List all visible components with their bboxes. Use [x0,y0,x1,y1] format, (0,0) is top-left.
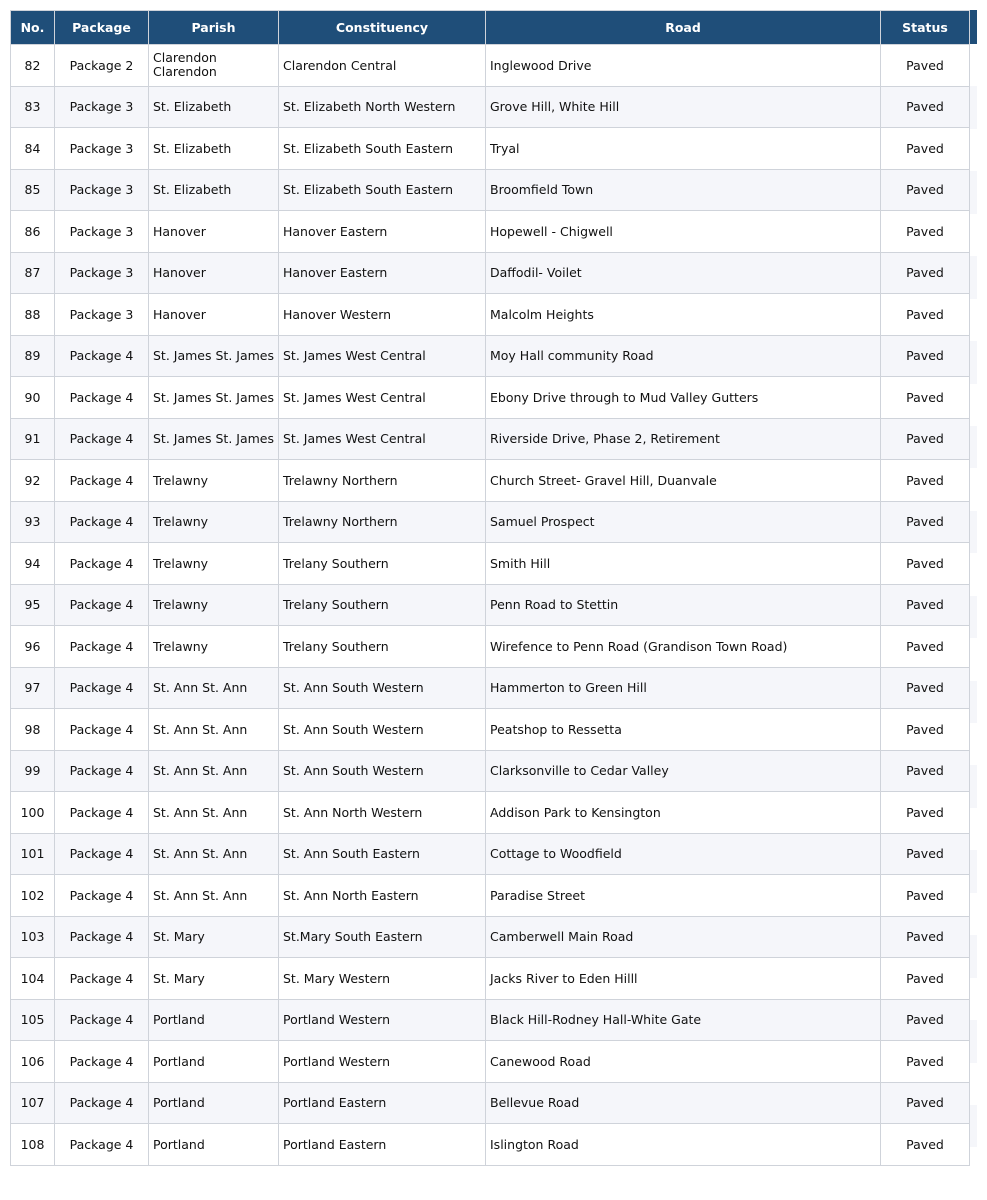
column-header-constituency: Constituency [279,11,486,45]
cell-constituency: St. Elizabeth South Eastern [279,169,486,211]
cell-constituency: St. Ann North Eastern [279,875,486,917]
cell-road: Inglewood Drive [486,45,881,87]
cell-parish: St. James St. James [149,418,279,460]
cell-road: Hopewell - Chigwell [486,211,881,253]
cell-constituency: St. James West Central [279,377,486,419]
cell-status: Paved [881,377,970,419]
cell-road: Church Street- Gravel Hill, Duanvale [486,460,881,502]
cell-constituency: St.Mary South Eastern [279,916,486,958]
cell-parish: St. Elizabeth [149,86,279,128]
cell-status: Paved [881,792,970,834]
cell-status: Paved [881,999,970,1041]
cell-package: Package 4 [55,626,149,668]
cell-parish: Trelawny [149,460,279,502]
table-row [11,377,970,419]
cell-constituency: St. Ann South Western [279,750,486,792]
cell-package: Package 4 [55,460,149,502]
column-header-package: Package [55,11,149,45]
cell-package: Package 4 [55,916,149,958]
cell-no: 102 [11,875,55,917]
cell-package: Package 3 [55,294,149,336]
cell-no: 99 [11,750,55,792]
cell-constituency: St. Ann South Western [279,709,486,751]
cell-parish: Portland [149,1082,279,1124]
cell-parish: Hanover [149,294,279,336]
cell-constituency: St. Ann South Eastern [279,833,486,875]
cell-parish: Trelawny [149,584,279,626]
cell-package: Package 4 [55,999,149,1041]
cell-no: 91 [11,418,55,460]
cell-status: Paved [881,667,970,709]
cell-package: Package 4 [55,792,149,834]
cell-no: 103 [11,916,55,958]
table-body [11,45,970,1166]
cell-package: Package 4 [55,501,149,543]
table-row [11,1082,970,1124]
table-row [11,169,970,211]
cell-no: 86 [11,211,55,253]
cell-no: 108 [11,1124,55,1166]
cell-status: Paved [881,833,970,875]
table-row [11,667,970,709]
cell-package: Package 4 [55,584,149,626]
cell-no: 101 [11,833,55,875]
cell-no: 98 [11,709,55,751]
cell-no: 83 [11,86,55,128]
cell-road: Jacks River to Eden Hilll [486,958,881,1000]
table-row [11,709,970,751]
cell-constituency: Trelawny Northern [279,460,486,502]
table-row [11,460,970,502]
cell-package: Package 4 [55,543,149,585]
cell-no: 92 [11,460,55,502]
cell-status: Paved [881,1124,970,1166]
cell-constituency: Portland Eastern [279,1124,486,1166]
cell-constituency: Trelany Southern [279,543,486,585]
cell-no: 95 [11,584,55,626]
cell-status: Paved [881,460,970,502]
cell-road: Bellevue Road [486,1082,881,1124]
cell-no: 106 [11,1041,55,1083]
cell-status: Paved [881,211,970,253]
cell-constituency: St. Mary Western [279,958,486,1000]
table-row [11,45,970,87]
cell-package: Package 3 [55,86,149,128]
cell-road: Tryal [486,128,881,170]
cell-no: 97 [11,667,55,709]
table-row [11,999,970,1041]
table-row [11,792,970,834]
column-header-status: Status [881,11,970,45]
table-row [11,958,970,1000]
cell-no: 82 [11,45,55,87]
cell-status: Paved [881,1082,970,1124]
cell-constituency: Trelawny Northern [279,501,486,543]
table-row [11,418,970,460]
cell-parish: Hanover [149,211,279,253]
cell-constituency: Portland Western [279,1041,486,1083]
cell-package: Package 4 [55,377,149,419]
cell-road: Moy Hall community Road [486,335,881,377]
cell-package: Package 3 [55,169,149,211]
cell-package: Package 4 [55,709,149,751]
cell-status: Paved [881,1041,970,1083]
table-row [11,335,970,377]
cell-road: Islington Road [486,1124,881,1166]
table-row [11,1124,970,1166]
cell-parish: St. Elizabeth [149,169,279,211]
cell-package: Package 4 [55,418,149,460]
cell-road: Wirefence to Penn Road (Grandison Town Road) [486,626,881,668]
table-row [11,750,970,792]
table-row [11,252,970,294]
table-row [11,833,970,875]
cell-no: 93 [11,501,55,543]
cell-constituency: Portland Western [279,999,486,1041]
cell-road: Peatshop to Ressetta [486,709,881,751]
cell-parish: St. James St. James [149,377,279,419]
cell-status: Paved [881,418,970,460]
cell-parish: Trelawny [149,543,279,585]
cell-constituency: St. James West Central [279,335,486,377]
cell-parish: St. James St. James [149,335,279,377]
cell-no: 85 [11,169,55,211]
cell-package: Package 4 [55,875,149,917]
cell-road: Riverside Drive, Phase 2, Retirement [486,418,881,460]
cell-road: Malcolm Heights [486,294,881,336]
cell-constituency: Portland Eastern [279,1082,486,1124]
cell-status: Paved [881,335,970,377]
table-row [11,543,970,585]
cell-no: 84 [11,128,55,170]
column-header-road: Road [486,11,881,45]
cell-constituency: St. Ann South Western [279,667,486,709]
cell-status: Paved [881,45,970,87]
cell-road: Camberwell Main Road [486,916,881,958]
cell-parish: St. Ann St. Ann [149,709,279,751]
cell-no: 89 [11,335,55,377]
cell-constituency: St. Elizabeth North Western [279,86,486,128]
cell-road: Clarksonville to Cedar Valley [486,750,881,792]
header-row [11,11,970,45]
cell-package: Package 3 [55,211,149,253]
cell-package: Package 3 [55,252,149,294]
table-row [11,294,970,336]
cell-parish: Portland [149,999,279,1041]
cell-road: Smith Hill [486,543,881,585]
cell-road: Hammerton to Green Hill [486,667,881,709]
cell-constituency: St. Elizabeth South Eastern [279,128,486,170]
cell-road: Samuel Prospect [486,501,881,543]
cell-road: Addison Park to Kensington [486,792,881,834]
cell-status: Paved [881,543,970,585]
cell-parish: St. Elizabeth [149,128,279,170]
cell-road: Grove Hill, White Hill [486,86,881,128]
table-row [11,875,970,917]
cell-package: Package 4 [55,1041,149,1083]
cell-no: 90 [11,377,55,419]
table-row [11,626,970,668]
cell-parish: St. Ann St. Ann [149,667,279,709]
cell-no: 94 [11,543,55,585]
cell-parish: Portland [149,1041,279,1083]
table-row [11,128,970,170]
cell-package: Package 4 [55,335,149,377]
table-row [11,584,970,626]
cell-no: 105 [11,999,55,1041]
cell-parish: Trelawny [149,626,279,668]
cell-status: Paved [881,128,970,170]
cell-package: Package 4 [55,1124,149,1166]
cell-status: Paved [881,626,970,668]
cell-status: Paved [881,86,970,128]
cell-constituency: Hanover Eastern [279,211,486,253]
cell-status: Paved [881,875,970,917]
cell-package: Package 2 [55,45,149,87]
cell-constituency: Trelany Southern [279,626,486,668]
column-header-no: No. [11,11,55,45]
cell-no: 107 [11,1082,55,1124]
cell-constituency: St. Ann North Western [279,792,486,834]
cell-constituency: Hanover Eastern [279,252,486,294]
cell-status: Paved [881,750,970,792]
cell-package: Package 4 [55,958,149,1000]
cell-package: Package 4 [55,833,149,875]
cell-status: Paved [881,916,970,958]
cell-parish: Hanover [149,252,279,294]
table-row [11,1041,970,1083]
cell-constituency: Trelany Southern [279,584,486,626]
cell-package: Package 3 [55,128,149,170]
road-status-table [10,10,970,1166]
cell-parish: St. Ann St. Ann [149,792,279,834]
cell-package: Package 4 [55,667,149,709]
cell-no: 96 [11,626,55,668]
cell-parish: St. Mary [149,916,279,958]
cell-road: Ebony Drive through to Mud Valley Gutters [486,377,881,419]
cell-road: Broomfield Town [486,169,881,211]
cell-no: 88 [11,294,55,336]
cell-road: Cottage to Woodfield [486,833,881,875]
cell-no: 104 [11,958,55,1000]
cell-status: Paved [881,252,970,294]
cell-package: Package 4 [55,1082,149,1124]
table-row [11,211,970,253]
cell-status: Paved [881,169,970,211]
cell-status: Paved [881,584,970,626]
cell-no: 87 [11,252,55,294]
cell-constituency: Clarendon Central [279,45,486,87]
cell-road: Paradise Street [486,875,881,917]
cell-status: Paved [881,958,970,1000]
cell-parish: St. Ann St. Ann [149,833,279,875]
cell-road: Black Hill-Rodney Hall-White Gate [486,999,881,1041]
cell-parish: St. Mary [149,958,279,1000]
cell-parish: Portland [149,1124,279,1166]
cell-parish: Trelawny [149,501,279,543]
cell-constituency: St. James West Central [279,418,486,460]
cell-no: 100 [11,792,55,834]
cell-parish: St. Ann St. Ann [149,875,279,917]
table-row [11,916,970,958]
column-header-parish: Parish [149,11,279,45]
cell-road: Penn Road to Stettin [486,584,881,626]
table-row [11,501,970,543]
cell-parish: St. Ann St. Ann [149,750,279,792]
cell-package: Package 4 [55,750,149,792]
cell-road: Daffodil- Voilet [486,252,881,294]
cell-status: Paved [881,501,970,543]
cell-status: Paved [881,709,970,751]
cell-status: Paved [881,294,970,336]
cell-parish: Clarendon Clarendon [149,45,279,87]
cell-constituency: Hanover Western [279,294,486,336]
cell-road: Canewood Road [486,1041,881,1083]
table-row [11,86,970,128]
